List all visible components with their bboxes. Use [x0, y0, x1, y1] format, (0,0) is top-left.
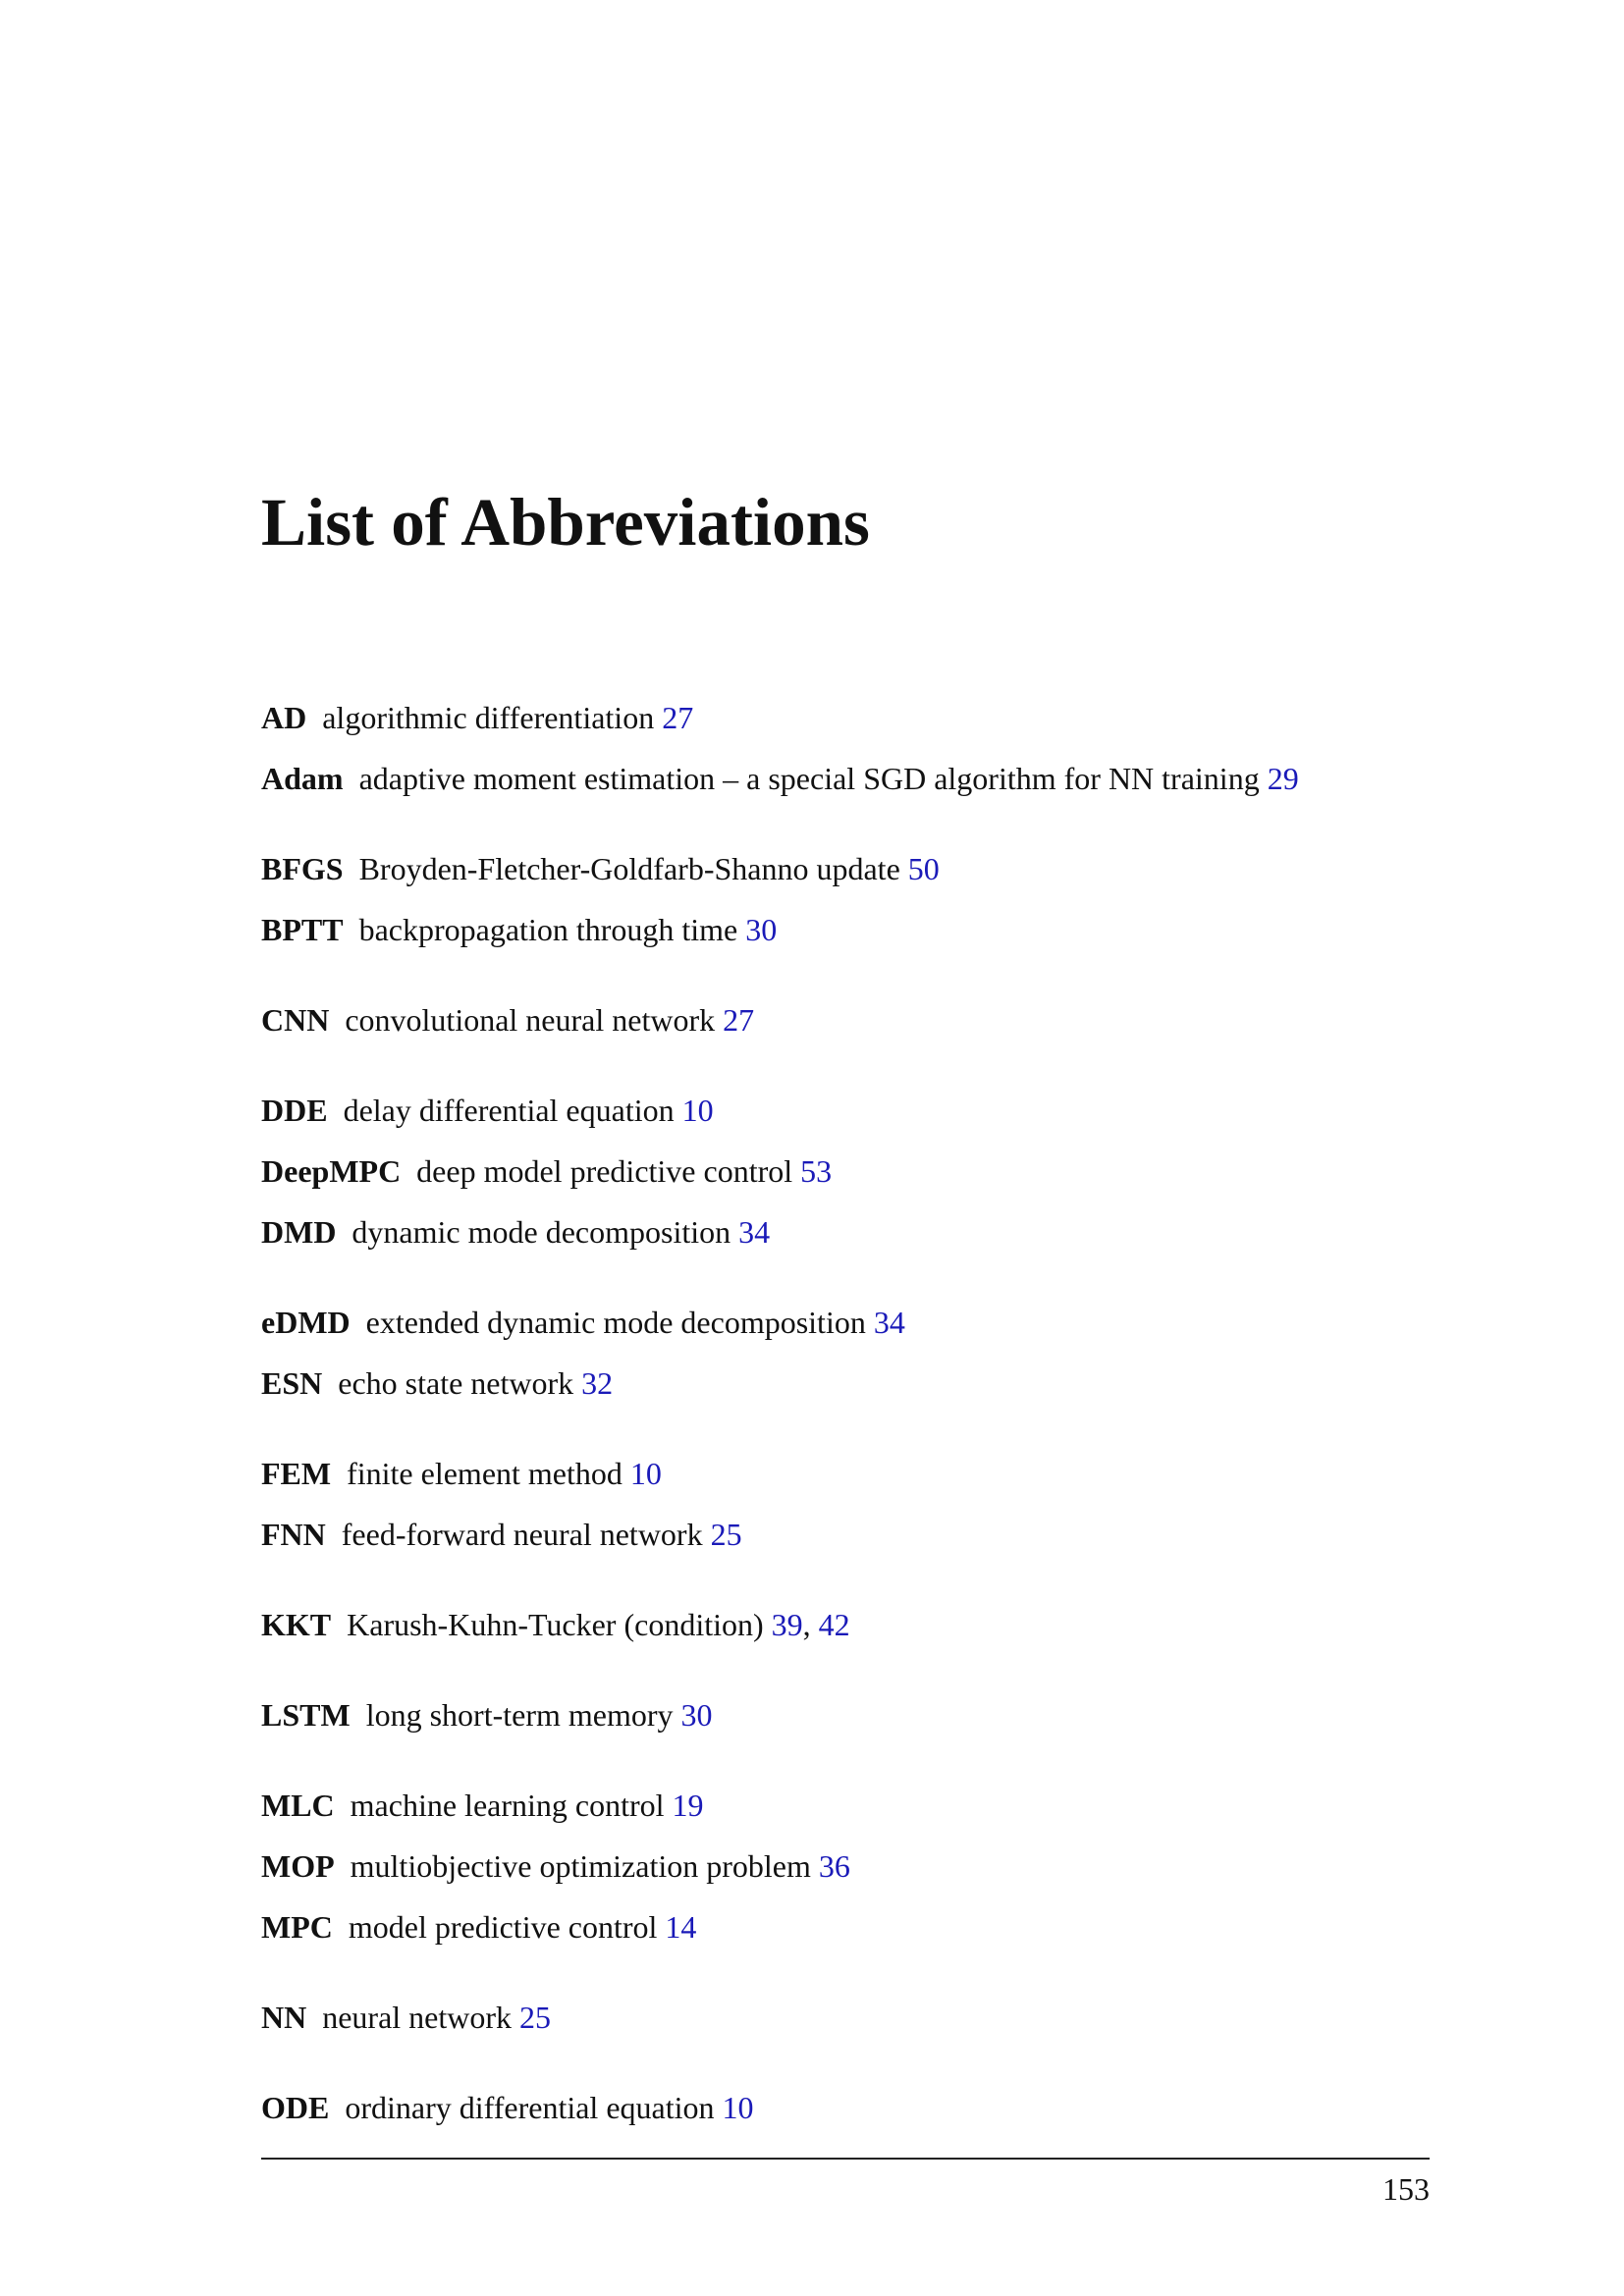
page-reference-link[interactable]: 25: [519, 2000, 552, 2035]
abbreviation-entry: [261, 838, 1430, 899]
abbreviation-description: convolutional neural network: [345, 1002, 716, 1038]
abbreviation-description: model predictive control: [348, 1909, 658, 1945]
page-reference-link[interactable]: 30: [680, 1697, 713, 1733]
abbreviation-term: BFGS: [261, 851, 344, 886]
page-reference-link[interactable]: 29: [1267, 761, 1299, 796]
page-number: 153: [1382, 2171, 1430, 2207]
abbreviation-term: AD: [261, 700, 307, 735]
abbreviation-description: backpropagation through time: [358, 912, 738, 947]
page-reference-link[interactable]: 36: [818, 1848, 850, 1884]
abbreviation-term: LSTM: [261, 1697, 351, 1733]
abbreviation-term: Adam: [261, 761, 344, 796]
abbreviation-term: ESN: [261, 1365, 323, 1401]
abbreviation-entry: [261, 2077, 1430, 2138]
abbreviation-group: [261, 989, 1430, 1050]
page-reference-link[interactable]: 14: [665, 1909, 697, 1945]
abbreviation-entry: [261, 1775, 1430, 1836]
abbreviation-entry: [261, 1504, 1430, 1565]
abbreviation-description: adaptive moment estimation – a special SGD algorithm for NN training: [358, 761, 1260, 796]
abbreviation-description: feed-forward neural network: [341, 1517, 703, 1552]
abbreviation-entry: [261, 1443, 1430, 1504]
page-reference-link[interactable]: 42: [818, 1607, 850, 1642]
page-reference-link[interactable]: 10: [722, 2090, 754, 2125]
abbreviation-term: ODE: [261, 2090, 330, 2125]
abbreviation-description: neural network: [322, 2000, 513, 2035]
abbreviation-entry: [261, 1896, 1430, 1957]
abbreviation-description: dynamic mode decomposition: [352, 1214, 731, 1250]
abbreviation-term: MLC: [261, 1788, 335, 1823]
page-reference-link[interactable]: 19: [672, 1788, 704, 1823]
abbreviation-entry: [261, 899, 1430, 960]
abbreviation-term: DMD: [261, 1214, 337, 1250]
abbreviation-group: [261, 687, 1430, 809]
page-reference-link[interactable]: 32: [581, 1365, 614, 1401]
abbreviation-entry: [261, 687, 1430, 748]
page-reference-link[interactable]: 30: [745, 912, 778, 947]
abbreviation-description: ordinary differential equation: [345, 2090, 715, 2125]
abbreviation-group: [261, 1775, 1430, 1957]
footer-rule: [261, 2158, 1430, 2160]
page-reference-link[interactable]: 25: [710, 1517, 742, 1552]
page-reference-link[interactable]: 27: [662, 700, 694, 735]
abbreviation-term: NN: [261, 2000, 307, 2035]
abbreviation-term: DeepMPC: [261, 1153, 402, 1189]
abbreviation-group: [261, 1987, 1430, 2048]
abbreviation-group: [261, 1443, 1430, 1565]
abbreviation-description: extended dynamic mode decomposition: [365, 1305, 866, 1340]
abbreviation-list: [261, 687, 1430, 2167]
page-reference-link[interactable]: 53: [800, 1153, 833, 1189]
abbreviation-entry: KKT Karush-Kuhn-Tucker (condition) 39, 42: [261, 1607, 850, 1642]
page-title: List of Abbreviations: [261, 485, 870, 560]
abbreviation-entry: [261, 1353, 1430, 1414]
abbreviation-description: finite element method: [347, 1456, 623, 1491]
page-reference-link[interactable]: 27: [723, 1002, 755, 1038]
abbreviation-term: DDE: [261, 1093, 328, 1128]
abbreviation-entry: [261, 1141, 1430, 1201]
abbreviation-entry: [261, 1292, 1430, 1353]
abbreviation-term: MOP: [261, 1848, 335, 1884]
abbreviation-entry: [261, 989, 1430, 1050]
abbreviation-description: deep model predictive control: [416, 1153, 793, 1189]
abbreviation-group: [261, 1292, 1430, 1414]
abbreviation-entry: [261, 748, 1430, 809]
abbreviation-group: [261, 838, 1430, 960]
page-reference-link[interactable]: 34: [873, 1305, 905, 1340]
abbreviation-description: algorithmic differentiation: [322, 700, 655, 735]
abbreviation-description: long short-term memory: [365, 1697, 674, 1733]
abbreviation-term: CNN: [261, 1002, 330, 1038]
abbreviation-term: FNN: [261, 1517, 326, 1552]
abbreviation-description: delay differential equation: [343, 1093, 675, 1128]
page-reference-link[interactable]: 39: [771, 1607, 803, 1642]
page-reference-link[interactable]: 50: [907, 851, 940, 886]
abbreviation-entry: [261, 1987, 1430, 2048]
abbreviation-entry: [261, 1684, 1430, 1745]
abbreviation-description: Karush-Kuhn-Tucker (condition): [347, 1607, 764, 1642]
abbreviation-group: [261, 2077, 1430, 2138]
abbreviation-term: eDMD: [261, 1305, 351, 1340]
abbreviation-description: Broyden-Fletcher-Goldfarb-Shanno update: [358, 851, 900, 886]
abbreviation-entry: [261, 1201, 1430, 1262]
abbreviation-group: [261, 1684, 1430, 1745]
abbreviation-entry: [261, 1836, 1430, 1896]
abbreviation-description: echo state network: [338, 1365, 574, 1401]
page-reference-link[interactable]: 34: [738, 1214, 771, 1250]
abbreviation-term: FEM: [261, 1456, 332, 1491]
abbreviation-description: machine learning control: [350, 1788, 665, 1823]
page-reference-link[interactable]: 10: [629, 1456, 662, 1491]
abbreviation-term: MPC: [261, 1909, 333, 1945]
page-reference-link[interactable]: 10: [681, 1093, 714, 1128]
abbreviation-term: BPTT: [261, 912, 344, 947]
abbreviation-entry: [261, 1080, 1430, 1141]
abbreviation-description: multiobjective optimization problem: [350, 1848, 811, 1884]
abbreviation-group: [261, 1594, 1430, 1655]
abbreviation-group: [261, 1080, 1430, 1262]
abbreviation-term: KKT: [261, 1607, 332, 1642]
